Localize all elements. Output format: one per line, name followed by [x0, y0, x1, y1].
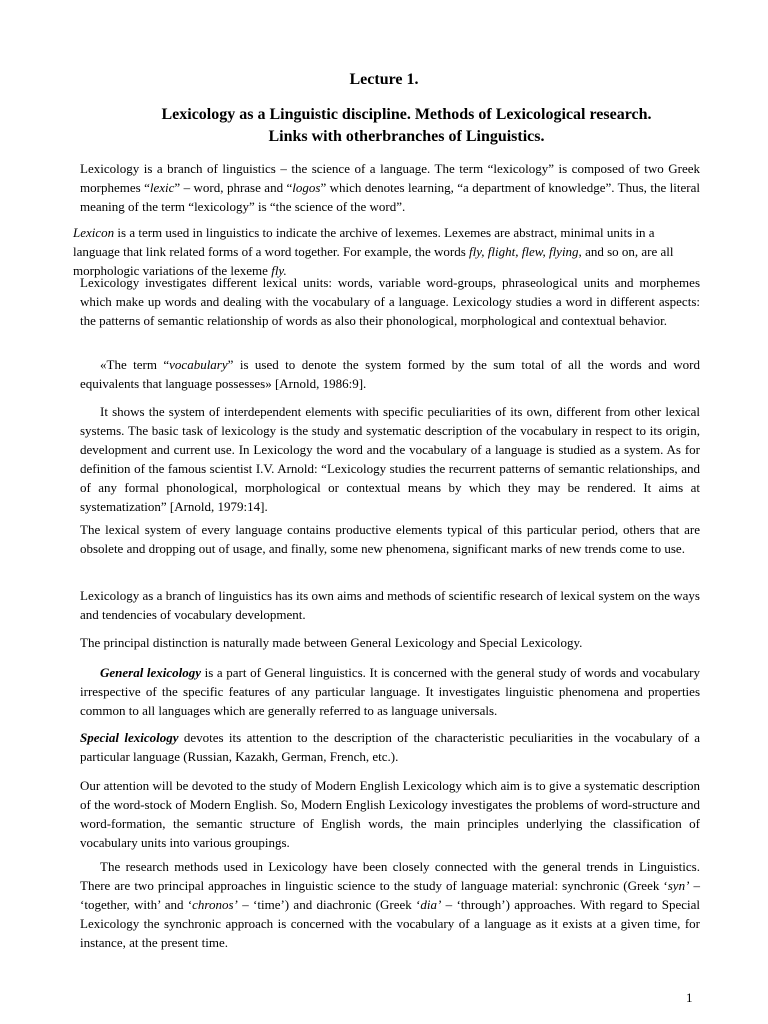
paragraph-vocabulary-quote — [80, 355, 700, 393]
text: Lexicology is a branch of linguistics – the science of a language. The term “lexicology” is composed of two Greek morphemes “ — [80, 161, 700, 195]
page-number: 1 — [686, 990, 693, 1005]
term-logos: logos — [292, 180, 321, 195]
paragraph-special-lexicology — [80, 728, 700, 766]
term-dia: dia’ — [420, 897, 442, 912]
paragraph-definition — [80, 159, 700, 216]
title-line-1: Lexicology as a Linguistic discipline. Methods of Lexicological research. — [161, 106, 652, 123]
text: devotes its attention to the description of the characteristic peculiarities in the vocabulary of a particular language (Russian, Kazakh, German, French, etc.). — [80, 730, 700, 764]
term-special-lexicology: Special lexicology — [80, 730, 179, 745]
paragraph-research-methods — [80, 857, 700, 952]
paragraph-aims: Lexicology as a branch of linguistics has its own aims and methods of scientific research of lexical system on the ways and tendencies of vocabulary development. — [80, 588, 700, 622]
text: is a term used in linguistics to indicate the archive of lexemes. Lexemes are abstract, minimal units in a language that link related forms of a word together. For example, the words — [73, 225, 655, 259]
paragraph-distinction: The principal distinction is naturally made between General Lexicology and Special Lexicology. — [80, 635, 583, 650]
text: ” is used to denote the system formed by the sum total of all the words and word equivalents that language possesses» [Arnold, 1986:9]. — [80, 357, 700, 391]
text: ” – word, phrase and “ — [174, 180, 293, 195]
lecture-number: Lecture 1. — [349, 71, 419, 88]
text: – ‘through’) approaches. With regard to Special Lexicology the synchronic approach is concerned with the vocabulary of a language as it exists at a given time, for instance, at the present time. — [80, 897, 700, 950]
term-syn: syn’ — [667, 878, 690, 893]
term-lexicon: Lexicon — [73, 225, 115, 240]
title-line-2: Links with otherbranches of Linguistics. — [268, 128, 545, 145]
paragraph-lexicon — [73, 223, 698, 280]
text: ” which denotes learning, “a department of knowledge”. Thus, the literal meaning of the term “lexicology” is “the science of the word”. — [80, 180, 700, 214]
term-general-lexicology: General lexicology — [100, 665, 202, 680]
text: – ‘time’) and diachronic (Greek ‘ — [237, 897, 421, 912]
paragraph-lexical-system: The lexical system of every language contains productive elements typical of this particular period, others that are obsolete and dropping out of usage, and finally, some new phenomena, significant marks of new trends come to use. — [80, 522, 700, 556]
paragraph-system: It shows the system of interdependent elements with specific peculiarities of its own, different from other lexical systems. The basic task of lexicology is the study and systematic description of the vocabulary in respect to its origin, development and current use. In Lexicology the word and the vocabulary of a language is studied as a system. As for definition of the famous scientist I.V. Arnold: “Lexicology studies the recurrent patterns of semantic relationships, and of any formal phonological, morphological or contextual means by which they may be rendered. It aims at systematization” [Arnold, 1979:14]. — [80, 404, 700, 514]
paragraph-modern-english: Our attention will be devoted to the study of Modern English Lexicology which aim is to give a systematic description of the word-stock of Modern English. So, Modern English Lexicology investigates the problems of word-structure and word-formation, the semantic structure of English words, the main principles underlying the classification of vocabulary units into various groupings. — [80, 778, 700, 850]
text: «The term “ — [100, 357, 170, 372]
paragraph-general-lexicology — [80, 663, 700, 720]
page-title — [60, 104, 753, 148]
text: The research methods used in Lexicology have been closely connected with the general trends in Linguistics. There are two principal approaches in linguistic science to the study of language material: synchronic (Greek ‘ — [80, 859, 700, 893]
term-chronos: chronos’ — [192, 897, 238, 912]
text: – ‘together, with’ and ‘ — [80, 878, 700, 912]
term-lexic: lexic — [149, 180, 175, 195]
text: and so on, are all morphologic variations of the lexeme — [73, 244, 674, 278]
text: is a part of General linguistics. It is concerned with the general study of words and vocabulary irrespective of the specific features of any particular language. It investigates linguistic phenomena and properties common to all languages which are generally referred to as language universals. — [80, 665, 700, 718]
example-words: fly, flight, flew, flying, — [469, 244, 582, 259]
paragraph-lexical-units: Lexicology investigates different lexical units: words, variable word-groups, phraseological units and morphemes which make up words and dealing with the vocabulary of a language. Lexicology studies a word in different aspects: the patterns of semantic relationship of words as also their phonological, morphological and contextual behavior. — [80, 275, 700, 328]
term-vocabulary: vocabulary — [169, 357, 228, 372]
example-fly: fly. — [271, 263, 287, 278]
